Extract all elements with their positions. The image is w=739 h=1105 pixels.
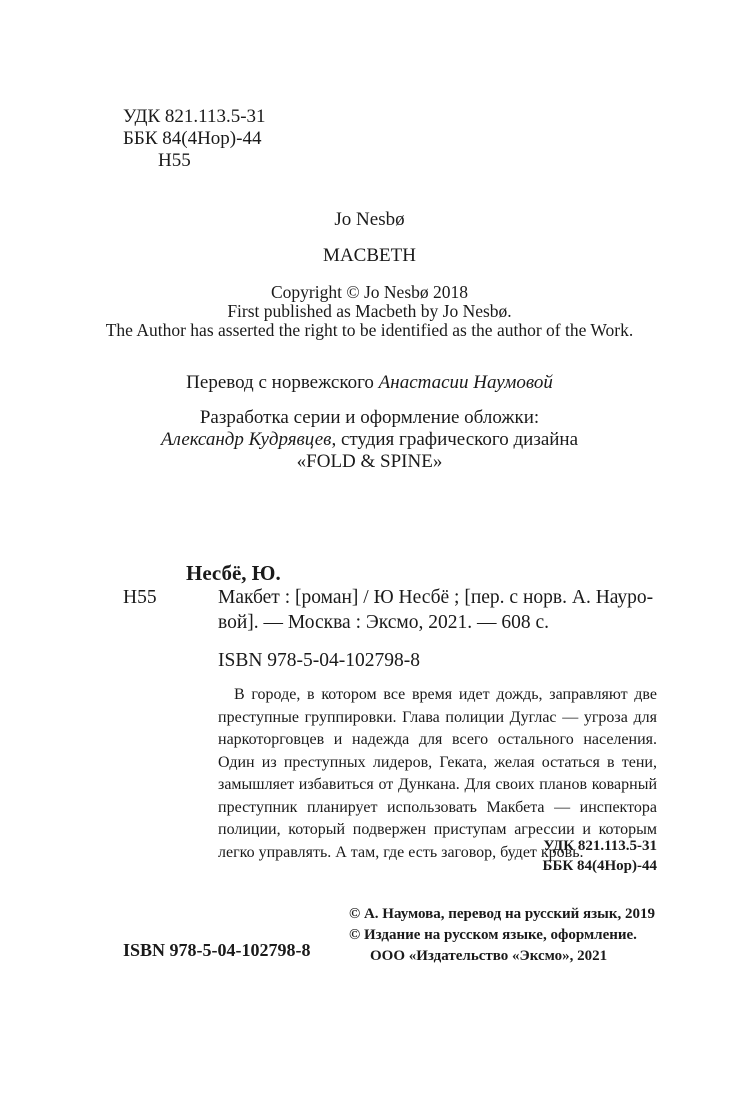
design-credit-line-1: Разработка серии и оформление обложки:: [199, 407, 540, 428]
catalog-mark: Н55: [123, 587, 157, 608]
design-credit-rest: , студия графического дизайна: [331, 429, 579, 450]
original-author: Jo Nesbø: [334, 209, 405, 230]
bbk-code: ББК 84(4Нор)-44: [123, 128, 262, 149]
designer-name: Александр Кудрявцев: [160, 429, 332, 450]
udk-code: УДК 821.113.5-31: [123, 106, 266, 127]
catalog-author-heading: Несбё, Ю.: [186, 561, 281, 585]
design-credit-line-2: [0, 429, 739, 450]
footer-copyright-3: ООО «Издательство «Эксмо», 2021: [370, 948, 608, 964]
footer-isbn: ISBN 978-5-04-102798-8: [123, 940, 311, 960]
annotation-udk: УДК 821.113.5-31: [543, 838, 657, 854]
annotation: В городе, в котором все время идет дождь, заправляют две преступные группировки. Глава полиции Дуглас — угроза для наркоторговцев и надежда для всего остального населения. Один из преступных лидеров, Геката, желая остаться в тени, замышляет избавиться от Дункана. Для своих планов коварный преступник планирует использовать Макбета — инспектора полиции, который подвержен приступам агрессии и которым легко управлять. А там, где есть заговор, будет кровь.: [218, 686, 657, 861]
author-mark: Н55: [158, 150, 191, 171]
annotation-bbk: ББК 84(4Нор)-44: [542, 858, 657, 874]
translation-credit: [0, 372, 739, 393]
translation-prefix: Перевод с норвежского: [186, 372, 379, 393]
catalog-description-line-1: Макбет : [роман] / Ю Несбё ; [пер. с норв. А. Науро-: [218, 587, 654, 608]
catalog-isbn: ISBN 978-5-04-102798-8: [218, 650, 421, 671]
translator-name: Анастасии Наумовой: [378, 372, 553, 393]
original-title: MACBETH: [323, 245, 416, 266]
footer-copyright-2: © Издание на русском языке, оформление.: [349, 927, 637, 943]
copyright-line-2: First published as Macbeth by Jo Nesbø.: [227, 301, 512, 321]
footer-copyright-1: © А. Наумова, перевод на русский язык, 2019: [349, 906, 656, 922]
catalog-description-line-2: вой]. — Москва : Эксмо, 2021. — 608 с.: [218, 612, 550, 633]
copyright-line-1: Copyright © Jo Nesbø 2018: [270, 282, 469, 302]
studio-name: «FOLD & SPINE»: [296, 451, 443, 472]
copyright-line-3: The Author has asserted the right to be identified as the author of the Work.: [105, 320, 634, 340]
